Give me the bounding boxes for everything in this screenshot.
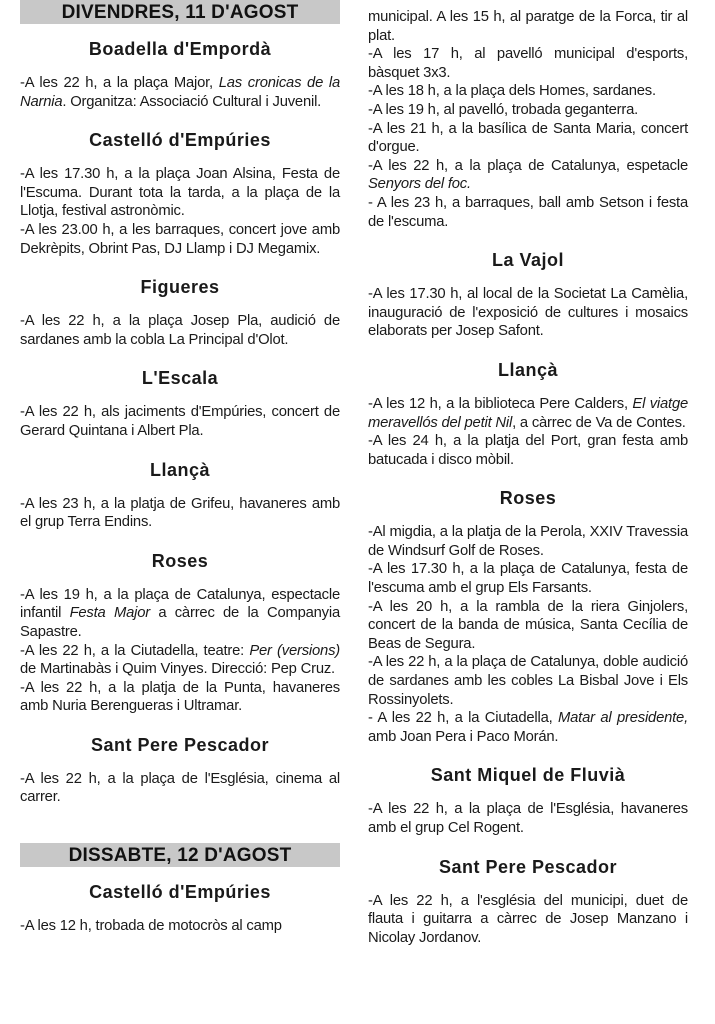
- event-entry: [20, 221, 340, 258]
- event-entry: [368, 432, 688, 469]
- town-heading-roses: Roses: [151, 550, 209, 571]
- event-entry: [368, 45, 688, 82]
- event-text: -A les 12 h, a la biblioteca Pere Calders,: [368, 395, 633, 412]
- event-text: -A les 22 h, a l'església del municipi, duet de flauta i guitarra a càrrec de Josep Manzano i Nicolay Jordanov.: [368, 892, 688, 946]
- event-text: -A les 21 h, a la basílica de Santa Maria, concert d'orgue.: [368, 120, 688, 156]
- event-entry: [368, 800, 688, 837]
- event-list: [368, 395, 688, 469]
- event-text: -A les 18 h, a la plaça dels Homes, sardanes.: [368, 83, 656, 100]
- event-entry: [368, 285, 688, 341]
- town-heading-sant-miquel-de-fluvia: Sant Miquel de Fluvià: [430, 765, 626, 786]
- event-title-italic: Festa Major: [69, 605, 150, 622]
- event-entry: [368, 395, 688, 432]
- town-heading-llanca: Llançà: [497, 359, 559, 380]
- event-text: -A les 22 h, a la plaça de Catalunya, espetacle: [368, 157, 688, 174]
- town-heading-figueres: Figueres: [140, 277, 220, 298]
- event-entry: [368, 194, 688, 231]
- event-text: . Organitza: Associació Cultural i Juvenil.: [62, 93, 322, 110]
- event-list: [368, 800, 688, 837]
- event-text: -A les 17.30 h, a la plaça de Catalunya, festa de l'escuma amb el grup Els Farsants.: [368, 561, 688, 597]
- event-title-italic: El viatge meravellós del petit Nil: [368, 395, 689, 431]
- event-text: a càrrec de la Companyia Sapastre.: [20, 605, 341, 640]
- event-text: -A les 22 h, a la plaça de l'Església, havaneres amb el grup Cel Rogent.: [368, 801, 688, 836]
- event-text: - A les 22 h, a la Ciutadella,: [368, 710, 559, 727]
- event-title-italic: Per (versions): [249, 642, 340, 659]
- right-column: [368, 8, 688, 965]
- event-entry: [20, 917, 340, 936]
- town-heading-la-vajol: La Vajol: [491, 250, 565, 271]
- town-heading-castello-d-empuries: Castelló d'Empúries: [89, 130, 271, 151]
- event-text: -A les 19 h, a la plaça de Catalunya, espectacle infantil: [20, 586, 340, 622]
- town-heading-castello-d-empuries: Castelló d'Empúries: [89, 882, 271, 903]
- event-list: [20, 165, 340, 258]
- event-text: -A les 22 h, a la plaça Major,: [20, 75, 219, 91]
- event-text: -A les 22 h, a la Ciutadella, teatre:: [20, 642, 250, 659]
- event-text: , a càrrec de Va de Contes.: [512, 414, 686, 431]
- event-text: municipal. A les 15 h, al paratge de la Forca, tir al plat.: [368, 9, 688, 44]
- day-header: DISSABTE, 12 D'AGOST: [20, 843, 340, 867]
- event-text: -A les 22 h, a la plaça Josep Pla, audició de sardanes amb la cobla La Principal d'Olot.: [20, 313, 340, 348]
- event-entry: [368, 82, 688, 101]
- event-list: [20, 495, 340, 532]
- town-heading-sant-pere-pescador: Sant Pere Pescador: [90, 734, 270, 755]
- event-text: -A les 17.30 h, al local de la Societat La Camèlia, inauguració de l'exposició de cultures i mosaics elaborats per Josep Safont.: [368, 286, 688, 340]
- event-entry: [368, 101, 688, 120]
- town-heading-roses: Roses: [499, 488, 557, 509]
- event-entry: [368, 157, 688, 194]
- event-entry: [368, 709, 688, 746]
- event-text: -A les 22 h, a la plaça de l'Església, cinema al carrer.: [20, 770, 340, 806]
- event-entry: [20, 74, 340, 111]
- event-list: [20, 770, 340, 807]
- event-title-italic: Senyors del foc.: [368, 176, 471, 193]
- event-text: -A les 19 h, al pavelló, trobada geganterra.: [368, 101, 639, 118]
- event-text: -A les 17.30 h, a la plaça Joan Alsina, Festa de l'Escuma. Durant tota la tarda, a la plaça de la Llotja, festival astronòmic.: [20, 166, 340, 220]
- left-column: [20, 0, 340, 954]
- event-title-italic: Las cronicas de la Narnia: [20, 75, 340, 110]
- event-list: [368, 8, 688, 231]
- event-entry: [368, 120, 688, 157]
- event-list: [20, 586, 340, 716]
- event-entry: [368, 523, 688, 560]
- event-entry: [20, 495, 340, 532]
- town-heading-llanca: Llançà: [149, 459, 211, 480]
- event-text: -A les 17 h, al pavelló municipal d'esports, bàsquet 3x3.: [368, 46, 688, 81]
- event-list: [20, 917, 340, 936]
- event-text: -A les 20 h, a la rambla de la riera Ginjolers, concert de la banda de música, Santa Cecília de Beas de Segura.: [368, 598, 688, 652]
- event-text: -A les 24 h, a la platja del Port, gran festa amb batucada i disco mòbil.: [368, 433, 688, 468]
- event-text: - A les 23 h, a barraques, ball amb Setson i festa de l'escuma.: [368, 194, 688, 230]
- event-list: [368, 523, 688, 746]
- event-entry: [368, 653, 688, 709]
- event-text: de Martinabàs i Quim Vinyes. Direcció: Pep Cruz.: [20, 661, 335, 678]
- event-text: -A les 22 h, a la platja de la Punta, havaneres amb Nuria Berengueras i Ultramar.: [20, 679, 340, 715]
- event-entry: [20, 586, 340, 642]
- event-list: [20, 403, 340, 440]
- event-text: -Al migdia, a la platja de la Perola, XXIV Travessia de Windsurf Golf de Roses.: [368, 524, 688, 559]
- town-heading-l-escala: L'Escala: [141, 368, 219, 389]
- event-entry: [368, 598, 688, 654]
- event-list: [368, 285, 688, 341]
- event-list: [20, 74, 340, 111]
- event-list: [368, 892, 688, 948]
- event-text: -A les 12 h, trobada de motocròs al camp: [20, 918, 282, 935]
- event-entry: [368, 892, 688, 948]
- event-entry: [20, 770, 340, 807]
- event-entry: [20, 403, 340, 440]
- event-text: -A les 22 h, als jaciments d'Empúries, concert de Gerard Quintana i Albert Pla.: [20, 404, 340, 439]
- event-text: -A les 23.00 h, a les barraques, concert jove amb Dekrèpits, Obrint Pas, DJ Llamp i DJ Megamix.: [20, 221, 340, 257]
- event-text: -A les 22 h, a la plaça de Catalunya, doble audició de sardanes amb les cobles La Bisbal Jove i Els Rossinyolets.: [368, 654, 688, 708]
- event-title-italic: Matar al presidente,: [558, 710, 689, 727]
- event-list: [20, 312, 340, 349]
- event-entry: [20, 312, 340, 349]
- day-header: DIVENDRES, 11 D'AGOST: [20, 0, 340, 24]
- event-entry: [20, 165, 340, 221]
- event-text: amb Joan Pera i Paco Morán.: [368, 728, 559, 745]
- event-entry: [368, 560, 688, 597]
- event-entry: [20, 679, 340, 716]
- event-entry: [368, 8, 688, 45]
- event-text: -A les 23 h, a la platja de Grifeu, havaneres amb el grup Terra Endins.: [20, 495, 340, 531]
- town-heading-sant-pere-pescador: Sant Pere Pescador: [438, 856, 618, 877]
- event-entry: [20, 642, 340, 679]
- town-heading-boadella-d-emporda: Boadella d'Empordà: [88, 39, 272, 59]
